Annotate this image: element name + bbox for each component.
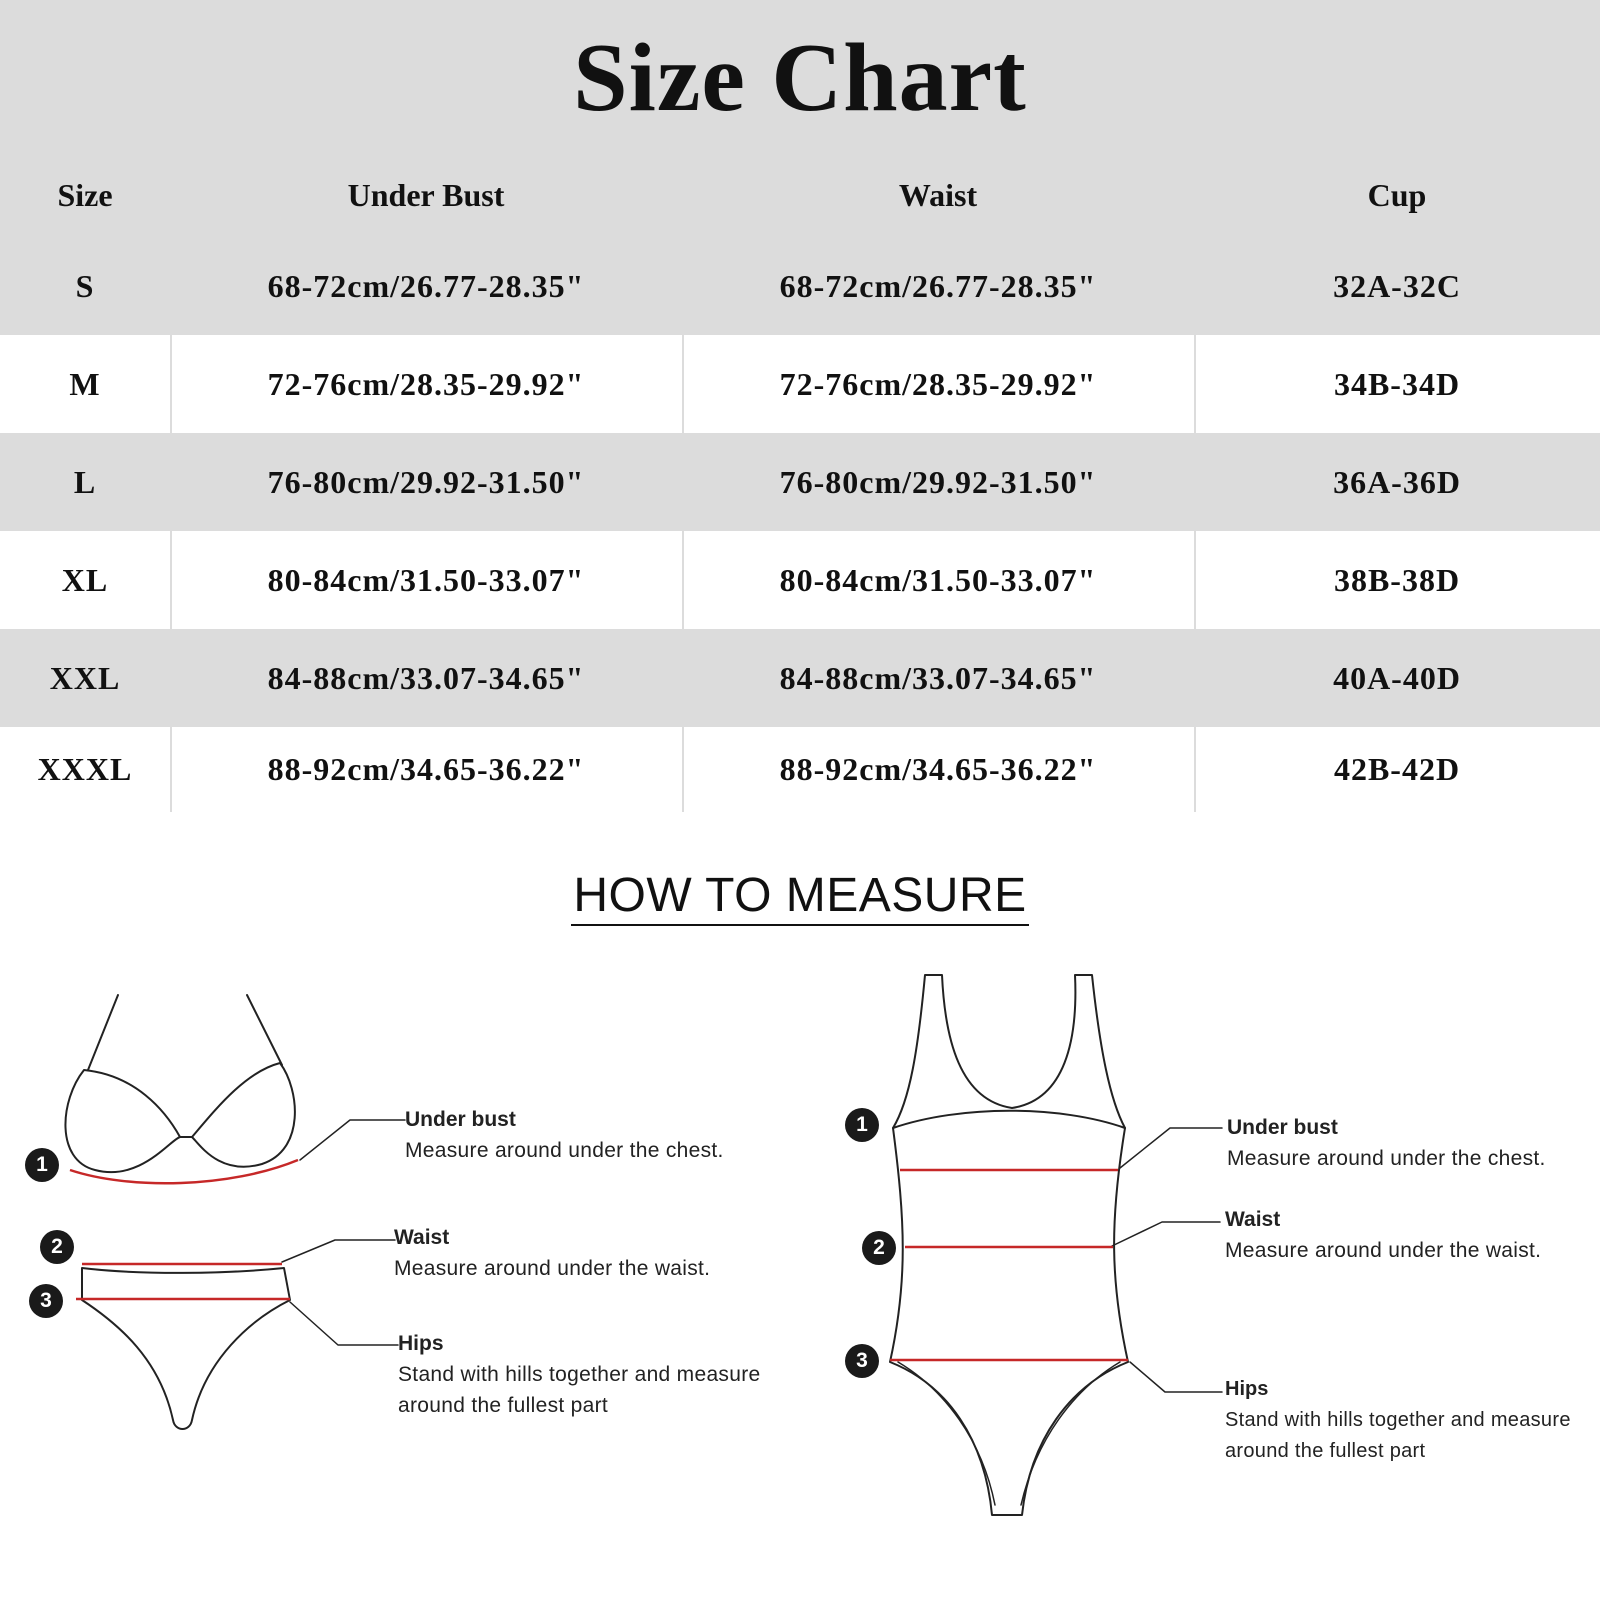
waist-cell: 72-76cm/28.35-29.92" (779, 366, 1097, 402)
under-bust-cell: 80-84cm/31.50-33.07" (267, 562, 585, 598)
label-title: Waist (1225, 1208, 1281, 1231)
bikini-top-illustration (65, 995, 294, 1172)
label-desc: Stand with hills together and measure around the fullest part (398, 1363, 761, 1417)
waist-cell: 84-88cm/33.07-34.65" (779, 660, 1097, 696)
column-header-size: Size (57, 177, 113, 213)
badge-2: 2 (862, 1231, 896, 1265)
label-desc: Measure around under the chest. (1227, 1147, 1546, 1170)
under-bust-cell: 72-76cm/28.35-29.92" (267, 366, 585, 402)
column-header-waist: Waist (898, 177, 978, 213)
badge-1: 1 (25, 1148, 59, 1182)
under-bust-cell: 76-80cm/29.92-31.50" (267, 464, 585, 500)
column-header-under-bust: Under Bust (347, 177, 505, 213)
waist-cell: 76-80cm/29.92-31.50" (779, 464, 1097, 500)
size-cell: L (73, 464, 97, 500)
badge-3: 3 (845, 1344, 879, 1378)
swimsuit-under-bust-label (1227, 1112, 1546, 1174)
waist-cell: 88-92cm/34.65-36.22" (779, 751, 1097, 787)
cup-cell: 32A-32C (1333, 268, 1461, 304)
swimsuit-hips-label (1225, 1374, 1571, 1467)
label-desc: Stand with hills together and measure around the fullest part (1225, 1409, 1571, 1462)
page-title: Size Chart (573, 24, 1027, 132)
cup-cell: 38B-38D (1333, 562, 1461, 598)
waist-cell: 68-72cm/26.77-28.35" (779, 268, 1097, 304)
size-cell: XL (61, 562, 109, 598)
badge-3: 3 (29, 1284, 63, 1318)
bikini-bottom-illustration (82, 1268, 290, 1429)
size-cell: S (75, 268, 95, 304)
cup-cell: 34B-34D (1333, 366, 1461, 402)
under-bust-cell: 88-92cm/34.65-36.22" (267, 751, 585, 787)
label-title: Hips (398, 1332, 444, 1355)
waist-cell: 80-84cm/31.50-33.07" (779, 562, 1097, 598)
bikini-hips-label (398, 1328, 760, 1421)
swimsuit-illustration (890, 975, 1128, 1515)
badge-2: 2 (40, 1230, 74, 1264)
label-desc: Measure around under the chest. (405, 1139, 724, 1162)
under-bust-cell: 84-88cm/33.07-34.65" (267, 660, 585, 696)
how-to-measure-label: HOW TO MEASURE (571, 869, 1028, 926)
cup-cell: 36A-36D (1333, 464, 1461, 500)
column-header-cup: Cup (1367, 177, 1427, 213)
bikini-waist-label (394, 1222, 710, 1284)
size-cell: XXXL (37, 751, 133, 787)
label-title: Under bust (405, 1108, 516, 1131)
cup-cell: 42B-42D (1333, 751, 1461, 787)
cup-cell: 40A-40D (1333, 660, 1461, 696)
swimsuit-waist-label (1225, 1204, 1541, 1266)
size-cell: M (69, 366, 101, 402)
label-title: Hips (1225, 1378, 1269, 1400)
label-title: Under bust (1227, 1116, 1338, 1139)
bikini-under-bust-label (405, 1104, 724, 1166)
label-desc: Measure around under the waist. (1225, 1239, 1542, 1262)
label-title: Waist (394, 1226, 450, 1249)
under-bust-cell: 68-72cm/26.77-28.35" (267, 268, 585, 304)
badge-1: 1 (845, 1108, 879, 1142)
label-desc: Measure around under the waist. (394, 1257, 711, 1280)
size-cell: XXL (49, 660, 121, 696)
